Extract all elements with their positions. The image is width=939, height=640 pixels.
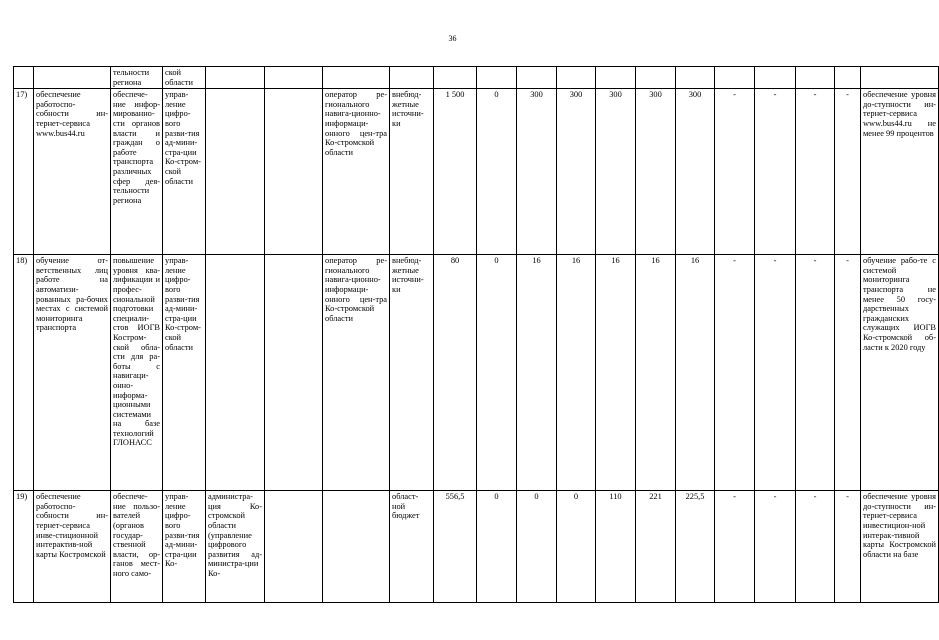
expected-result: обеспечение уровня до-ступности ин-тернет-сервиса www.bus44.ru не менее 99 процентов: [861, 89, 939, 255]
funding-source: внебюд-жетные источни-ки: [390, 255, 434, 491]
measure-goal: повышение уровня ква-лификации и профес-сиональной подготовки специали-стов ИОГВ Костром-ской обла-сти для ра-боты с навигаци-онно-информа-ционными системами на базе технологий ГЛОНАСС: [111, 255, 163, 491]
expected-result: обучение рабо-те с системой мониторинга транспорта не менее 50 госу-дарственных гражданских служащих ИОГВ Ко-стромской об-ласти к 2020 году: [861, 255, 939, 491]
responsible: управ-ление цифро-вого разви-тия ад-мини-стра-ции Ко-: [163, 491, 206, 603]
row-number: 19): [14, 491, 34, 603]
partner: [265, 255, 323, 491]
operator: оператор ре-гионального навига-ционно-информаци-онного цен-тра Ко-стромской области: [323, 89, 390, 255]
measure-name: обеспечение работоспо-собности ин-тернет-сервиса www.bus44.ru: [34, 89, 111, 255]
year-value: -: [755, 89, 796, 255]
operator: [323, 491, 390, 603]
year-value: 16: [596, 255, 636, 491]
row-number: 17): [14, 89, 34, 255]
year-value: 0: [557, 491, 596, 603]
total-amount: 556,5: [434, 491, 477, 603]
year-value: 110: [596, 491, 636, 603]
responsible: управ-ление цифро-вого разви-тия ад-мини-стра-ции Ко-стром-ской области: [163, 89, 206, 255]
program-table: [13, 66, 939, 603]
year-value: 0: [517, 491, 557, 603]
year-value: -: [835, 89, 861, 255]
total-amount: 1 500: [434, 89, 477, 255]
responsible: управ-ление цифро-вого разви-тия ад-мини-стра-ции Ко-стром-ской области: [163, 255, 206, 491]
year-value: -: [715, 491, 755, 603]
year-value: -: [835, 491, 861, 603]
year-value: 300: [557, 89, 596, 255]
year-value: -: [715, 89, 755, 255]
year-value: 16: [676, 255, 715, 491]
year-value: 0: [477, 89, 517, 255]
year-value: 225,5: [676, 491, 715, 603]
partner: [265, 491, 323, 603]
table-row: [14, 255, 939, 491]
year-value: 16: [557, 255, 596, 491]
cell-resp-tail: ской области: [163, 67, 206, 89]
year-value: 16: [517, 255, 557, 491]
partner: [265, 89, 323, 255]
year-value: -: [715, 255, 755, 491]
continuation-row: [14, 67, 939, 89]
cell-goal-tail: тельности региона: [111, 67, 163, 89]
year-value: 221: [636, 491, 676, 603]
operator: оператор ре-гионального навига-ционно-информаци-онного цен-тра Ко-стромской области: [323, 255, 390, 491]
expected-result: обеспечение уровня до-ступности ин-тернет-сервиса инвестицион-ной интерак-тивной карты Костромской области на базе: [861, 491, 939, 603]
table-row: [14, 89, 939, 255]
co-executor: [206, 255, 265, 491]
year-value: -: [796, 491, 835, 603]
year-value: -: [835, 255, 861, 491]
co-executor: администра-ция Ко-стромской области (управление цифрового развития ад-министра-ции Ко-: [206, 491, 265, 603]
measure-name: обучение от-ветственных лиц работе на автоматизи-рованных ра-бочих местах с системой мониторинга транспорта: [34, 255, 111, 491]
table-row: [14, 491, 939, 603]
year-value: 300: [676, 89, 715, 255]
co-executor: [206, 89, 265, 255]
measure-goal: обеспече-ние инфор-мированно-сти органов власти и граждан о работе транспорта различных сфер дея-тельности региона: [111, 89, 163, 255]
year-value: 300: [517, 89, 557, 255]
year-value: -: [796, 89, 835, 255]
row-number: 18): [14, 255, 34, 491]
funding-source: внебюд-жетные источни-ки: [390, 89, 434, 255]
year-value: 16: [636, 255, 676, 491]
year-value: -: [755, 255, 796, 491]
total-amount: 80: [434, 255, 477, 491]
year-value: 300: [636, 89, 676, 255]
funding-source: област-ной бюджет: [390, 491, 434, 603]
measure-goal: обеспече-ние пользо-вателей (органов государ-ственной власти, ор-ганов мест-ного само-: [111, 491, 163, 603]
year-value: -: [796, 255, 835, 491]
year-value: 0: [477, 491, 517, 603]
year-value: 300: [596, 89, 636, 255]
measure-name: обеспечение работоспо-собности ин-тернет-сервиса инве-стиционной интерактив-ной карты Костромской: [34, 491, 111, 603]
year-value: -: [755, 491, 796, 603]
year-value: 0: [477, 255, 517, 491]
page-number: 36: [448, 34, 457, 43]
